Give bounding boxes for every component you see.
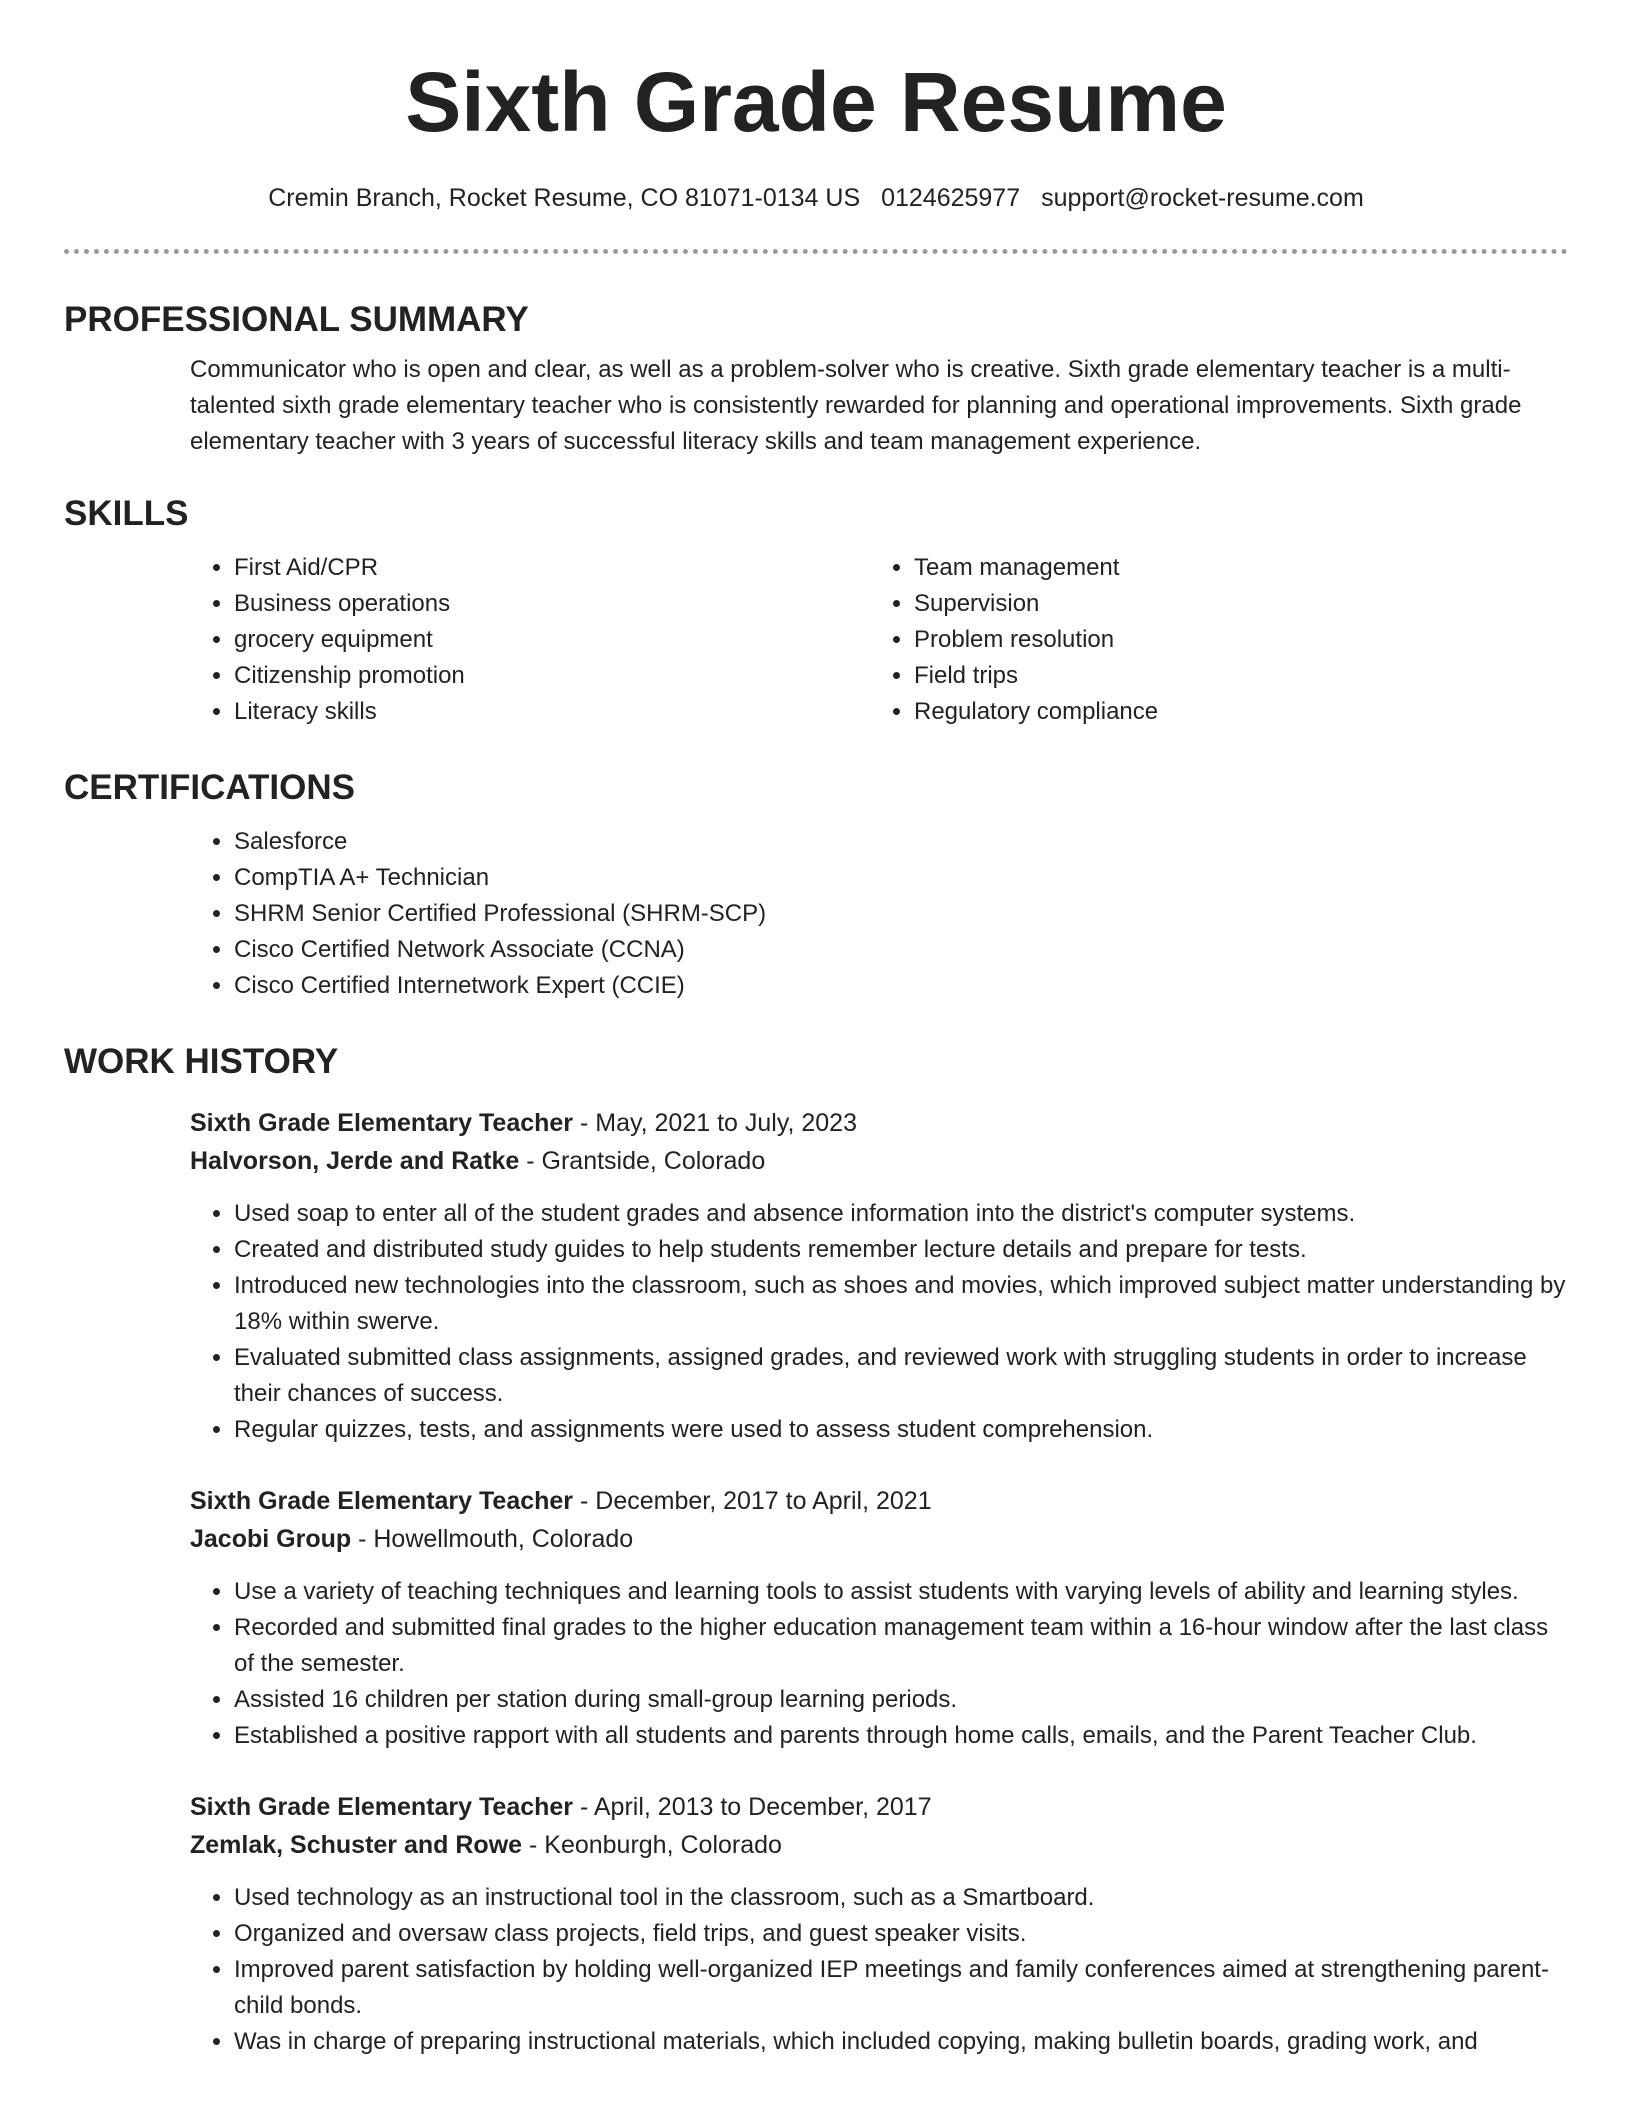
skill-item: • Regulatory compliance [914, 694, 1550, 730]
page-title: Sixth Grade Resume [405, 55, 1227, 149]
skills-section [64, 490, 1568, 730]
phone-text: 0124625977 [881, 184, 1021, 212]
certification-item: • Cisco Certified Network Associate (CCNA) [234, 932, 1568, 968]
job-bullets [190, 1196, 1568, 1448]
job-bullet: • Was in charge of preparing instructional materials, which included copying, making bulletin boards, grading work, and [234, 2024, 1568, 2060]
job-title-line [190, 1104, 1568, 1142]
resume-content [64, 296, 1568, 2060]
job-company: Jacobi Group [190, 1525, 352, 1553]
summary-body [190, 352, 1568, 460]
skill-item: • Supervision [914, 586, 1550, 622]
job-bullet: • Recorded and submitted final grades to the higher education management team within a 16-hour window after the last class of the semester. [234, 1610, 1568, 1682]
job-bullet: • Improved parent satisfaction by holding well-organized IEP meetings and family conferences aimed at strengthening parent-child bonds. [234, 1952, 1568, 2024]
certifications-body [190, 824, 1568, 1004]
job-bullets [190, 1574, 1568, 1754]
header-divider [64, 249, 1568, 254]
certification-item: • SHRM Senior Certified Professional (SHRM-SCP) [234, 896, 1568, 932]
skill-item: • Citizenship promotion [234, 658, 870, 694]
summary-heading: PROFESSIONAL SUMMARY [64, 300, 529, 339]
job-company-line [190, 1826, 1568, 1864]
job-location: - Keonburgh, Colorado [522, 1831, 782, 1859]
skill-item: • Problem resolution [914, 622, 1550, 658]
certifications-section [64, 764, 1568, 1004]
job-bullet: • Organized and oversaw class projects, field trips, and guest speaker visits. [234, 1916, 1568, 1952]
job-bullet: • Established a positive rapport with all students and parents through home calls, emails, and the Parent Teacher Club. [234, 1718, 1568, 1754]
job-entry [190, 1788, 1568, 2060]
job-company: Zemlak, Schuster and Rowe [190, 1831, 523, 1859]
job-dates: - May, 2021 to July, 2023 [573, 1109, 857, 1137]
job-bullet: • Regular quizzes, tests, and assignments were used to assess student comprehension. [234, 1412, 1568, 1448]
job-bullet: • Created and distributed study guides to help students remember lecture details and prepare for tests. [234, 1232, 1568, 1268]
skill-item: • Field trips [914, 658, 1550, 694]
job-location: - Grantside, Colorado [519, 1147, 766, 1175]
job-company-line [190, 1520, 1568, 1558]
job-bullet: • Used soap to enter all of the student grades and absence information into the district's computer systems. [234, 1196, 1568, 1232]
job-entry [190, 1482, 1568, 1754]
skill-item: • First Aid/CPR [234, 550, 870, 586]
work-history-heading: WORK HISTORY [64, 1042, 339, 1081]
resume-header [64, 52, 1568, 216]
job-title-line [190, 1788, 1568, 1826]
job-bullet: • Evaluated submitted class assignments, assigned grades, and reviewed work with struggling students in order to increase their chances of success. [234, 1340, 1568, 1412]
job-bullets [190, 1880, 1568, 2060]
skill-item: • Business operations [234, 586, 870, 622]
job-title-line [190, 1482, 1568, 1520]
job-company-line [190, 1142, 1568, 1180]
certifications-heading: CERTIFICATIONS [64, 768, 356, 807]
job-entry [190, 1104, 1568, 1448]
contact-line [64, 180, 1568, 216]
skills-left-list [190, 550, 870, 730]
job-location: - Howellmouth, Colorado [351, 1525, 634, 1553]
skills-heading: SKILLS [64, 494, 189, 533]
work-history-section [64, 1038, 1568, 2060]
skill-item: • grocery equipment [234, 622, 870, 658]
job-dates: - April, 2013 to December, 2017 [573, 1793, 932, 1821]
skill-item: • Team management [914, 550, 1550, 586]
certification-item: • Salesforce [234, 824, 1568, 860]
skills-right-list [870, 550, 1550, 730]
summary-text: Communicator who is open and clear, as well as a problem-solver who is creative. Sixth grade elementary teacher is a multi-talented sixth grade elementary teacher who is consistently rewarded for planning and operational improvements. Sixth grade elementary teacher with 3 years of successful literacy skills and team management experience. [190, 356, 1522, 455]
job-role: Sixth Grade Elementary Teacher [190, 1793, 574, 1821]
summary-section [64, 296, 1568, 460]
job-bullet: • Introduced new technologies into the classroom, such as shoes and movies, which improved subject matter understanding by 18% within swerve. [234, 1268, 1568, 1340]
certifications-list [190, 824, 1568, 1004]
work-history-body [190, 1104, 1568, 2060]
job-bullet: • Assisted 16 children per station during small-group learning periods. [234, 1682, 1568, 1718]
skills-body [190, 550, 1568, 730]
email-text: support@rocket-resume.com [1041, 184, 1364, 212]
job-bullet: • Use a variety of teaching techniques and learning tools to assist students with varying levels of ability and learning styles. [234, 1574, 1568, 1610]
certification-item: • CompTIA A+ Technician [234, 860, 1568, 896]
job-dates: - December, 2017 to April, 2021 [573, 1487, 932, 1515]
job-role: Sixth Grade Elementary Teacher [190, 1109, 574, 1137]
job-bullet: • Used technology as an instructional tool in the classroom, such as a Smartboard. [234, 1880, 1568, 1916]
certification-item: • Cisco Certified Internetwork Expert (CCIE) [234, 968, 1568, 1004]
address-text: Cremin Branch, Rocket Resume, CO 81071-0134 US [268, 184, 861, 212]
skill-item: • Literacy skills [234, 694, 870, 730]
job-role: Sixth Grade Elementary Teacher [190, 1487, 574, 1515]
skills-grid [190, 550, 1568, 730]
job-company: Halvorson, Jerde and Ratke [190, 1147, 520, 1175]
